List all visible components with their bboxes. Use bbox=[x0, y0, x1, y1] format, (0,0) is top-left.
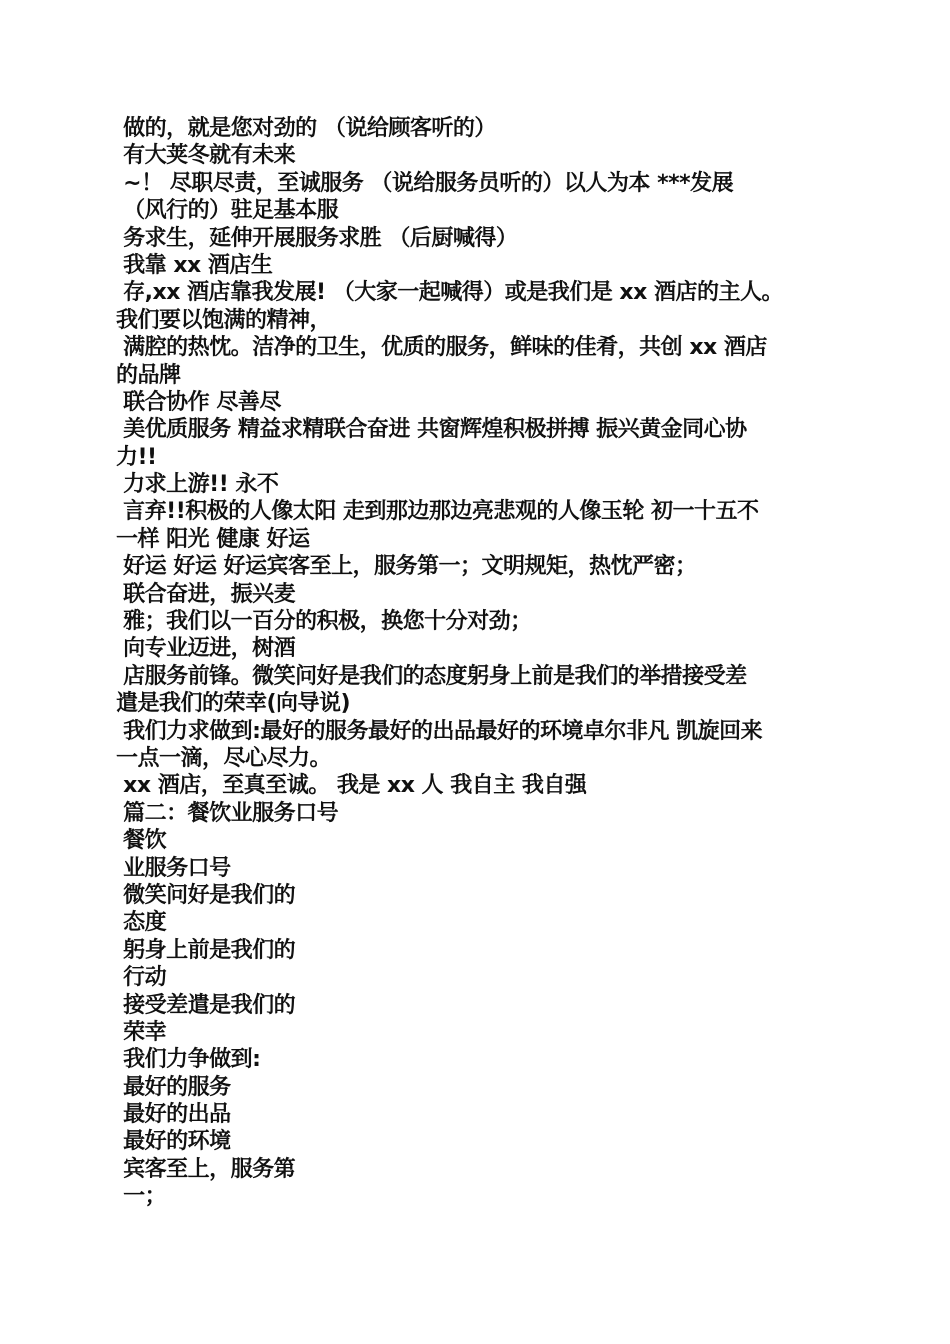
text-line: （风行的）驻足基本服 bbox=[116, 198, 339, 224]
text-line: 餐饮 bbox=[116, 828, 167, 854]
text-line: 我们要以饱满的精神， bbox=[116, 307, 332, 333]
section-heading: 篇二：餐饮业服务口号 bbox=[116, 800, 339, 826]
text-line: 满腔的热忱。洁净的卫生，优质的服务，鲜味的佳肴，共创 xx 酒店 bbox=[116, 335, 767, 361]
text-line: 一点一滴，尽心尽力。 bbox=[116, 745, 332, 771]
text-line: 雅；我们以一百分的积极，换您十分对劲； bbox=[116, 609, 532, 635]
text-line: 微笑问好是我们的 bbox=[116, 882, 296, 908]
text-line: 言弃!!积极的人像太阳 走到那边那边亮悲观的人像玉轮 初一十五不 bbox=[116, 499, 759, 525]
document-body bbox=[116, 115, 836, 1211]
text-line: 一； bbox=[116, 1184, 167, 1210]
text-line: xx 酒店，至真至诚。 我是 xx 人 我自主 我自强 bbox=[116, 773, 587, 799]
text-line: 一样 阳光 健康 好运 bbox=[116, 526, 310, 552]
text-line: 接受差遣是我们的 bbox=[116, 992, 296, 1018]
text-line: 宾客至上，服务第 bbox=[116, 1156, 296, 1182]
text-line: 行动 bbox=[116, 965, 167, 991]
text-line: 态度 bbox=[116, 910, 167, 936]
text-line: 最好的服务 bbox=[116, 1074, 231, 1100]
text-line: 躬身上前是我们的 bbox=[116, 937, 296, 963]
text-line: 最好的环境 bbox=[116, 1129, 231, 1155]
text-line: 业服务口号 bbox=[116, 855, 231, 881]
text-line: 联合协作 尽善尽 bbox=[116, 389, 281, 415]
text-line: 力求上游!! 永不 bbox=[116, 472, 279, 498]
text-line: 我们力求做到:最好的服务最好的出品最好的环境卓尔非凡 凯旋回来 bbox=[116, 718, 763, 744]
text-line: 向专业迈进，树酒 bbox=[116, 636, 296, 662]
text-line: 的品牌 bbox=[116, 362, 181, 388]
text-line: 店服务前锋。微笑问好是我们的态度躬身上前是我们的举措接受差 bbox=[116, 663, 747, 689]
text-line: 我靠 xx 酒店生 bbox=[116, 252, 273, 278]
text-line: 最好的出品 bbox=[116, 1102, 231, 1128]
text-line: 联合奋进，振兴麦 bbox=[116, 581, 296, 607]
text-line: 美优质服务 精益求精联合奋进 共窗辉煌积极拼搏 振兴黄金同心协 bbox=[116, 417, 747, 443]
text-line: 做的，就是您对劲的 （说给顾客听的） bbox=[116, 116, 496, 141]
text-line: 荣幸 bbox=[116, 1019, 167, 1045]
text-line: 遣是我们的荣幸(向导说) bbox=[116, 691, 351, 717]
text-line: ~！ 尽职尽责，至诚服务 （说给服务员听的）以人为本 ***发展 bbox=[116, 170, 734, 196]
text-line: 存,xx 酒店靠我发展! （大家一起喊得）或是我们是 xx 酒店的主人。 bbox=[116, 280, 783, 306]
text-line: 好运 好运 好运宾客至上，服务第一；文明规矩，热忱严密； bbox=[116, 554, 697, 580]
text-line: 我们力争做到: bbox=[116, 1047, 261, 1073]
text-line: 务求生，延伸开展服务求胜 （后厨喊得） bbox=[116, 225, 518, 251]
text-line: 力!! bbox=[116, 444, 157, 470]
text-line: 有大荚冬就有未来 bbox=[116, 143, 296, 169]
